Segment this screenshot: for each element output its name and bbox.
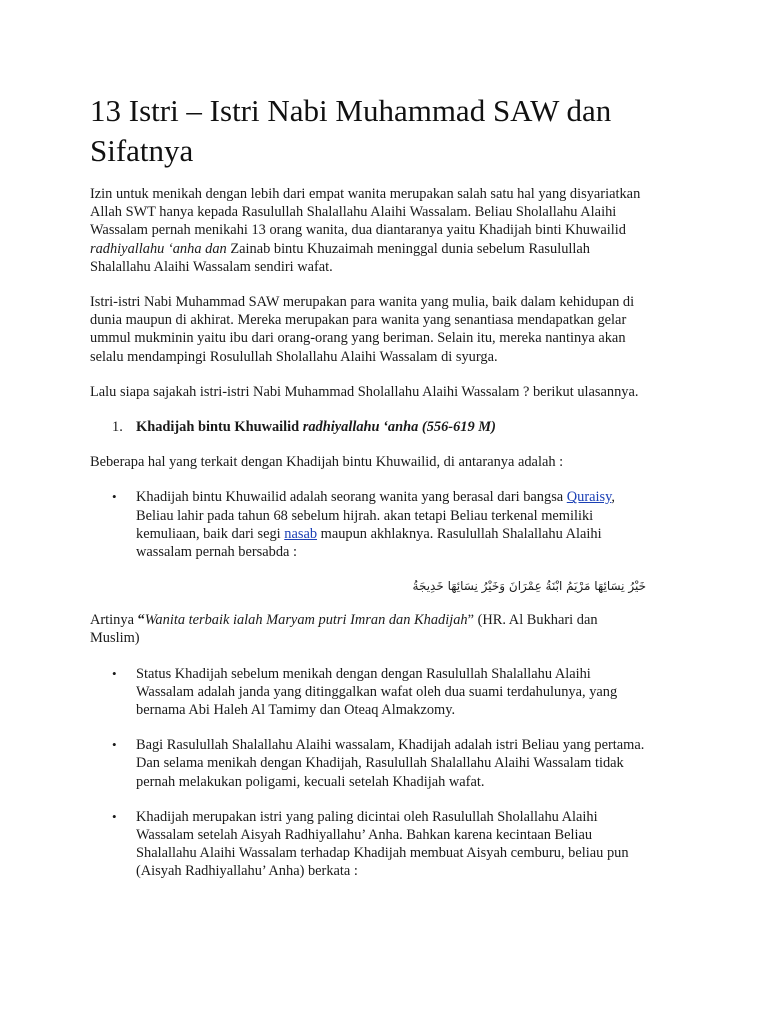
quraisy-link[interactable]: Quraisy — [566, 489, 612, 506]
bullet-item — [90, 808, 650, 881]
list-item-heading-italic: radhiyallahu ‘anha (556-619 M) — [302, 419, 496, 436]
intro-text-2: Zainab bintu Khuzaimah meninggal dunia sebelum Rasulullah Shalallahu Alaihi Wassalam sendiri wafat. — [90, 240, 590, 275]
paragraph-lalu-siapa: Lalu siapa sajakah istri-istri Nabi Muhammad Sholallahu Alaihi Wassalam ? berikut ulasannya. — [90, 383, 639, 400]
translation-prefix: Artinya — [90, 612, 138, 629]
numbered-list-item — [90, 418, 650, 436]
page-title: 13 Istri – Istri Nabi Muhammad SAW dan Sifatnya — [90, 93, 612, 168]
bullet-item — [90, 488, 650, 561]
bullet-icon: • — [112, 665, 117, 681]
bullet-text: Khadijah bintu Khuwailid adalah seorang wanita yang berasal dari bangsa — [136, 489, 567, 506]
paragraph-istri-mulia: Istri-istri Nabi Muhammad SAW merupakan para wanita yang mulia, baik dalam kehidupan di dunia maupun di akhirat. Mereka merupakan para wanita yang senantiasa mendapatkan gelar ummul mukminin yaitu ibu dari orang-orang yang beriman. Selain itu, mereka nantinya akan selalu mendampingi Rosulullah Sholallahu Alaihi Wassalam di syurga. — [90, 294, 635, 365]
bullet-list-2 — [90, 665, 650, 881]
close-quote: ” — [467, 612, 475, 629]
numbered-list — [90, 418, 650, 436]
bullet-icon: • — [112, 737, 117, 753]
arabic-hadith: خَيْرُ نِسَائِهَا مَرْيَمُ ابْنَةُ عِمْرَانَ وَخَيْرُ نِسَائِهَا خَدِيجَةُ — [412, 579, 646, 594]
intro-italic-text: radhiyallahu ‘anha dan — [90, 240, 227, 257]
list-item-heading-text: Khadijah bintu Khuwailid — [136, 419, 303, 436]
paragraph-beberapa-hal: Beberapa hal yang terkait dengan Khadijah bintu Khuwailid, di antaranya adalah : — [90, 454, 564, 471]
translation-source: (HR. Al Bukhari dan Muslim) — [90, 612, 598, 647]
intro-paragraph — [90, 185, 650, 276]
list-item-heading — [136, 419, 496, 435]
bullet-list-1 — [90, 488, 650, 561]
nasab-link[interactable]: nasab — [284, 525, 318, 542]
bullet-icon: • — [112, 489, 117, 505]
translation-quote: Wanita terbaik ialah Maryam putri Imran dan Khadijah — [144, 612, 468, 629]
open-quote: “ — [137, 612, 145, 629]
bullet-text: maupun akhlaknya. Rasulullah Shalallahu Alaihi wassalam pernah bersabda : — [136, 525, 602, 561]
bullet-text: Status Khadijah sebelum menikah dengan dengan Rasulullah Shalallahu Alaihi Wassalam adalah janda yang ditinggalkan wafat oleh dua suami terdahulunya, yang bernama Abi Haleh Al Tamimy dan Oteaq Almakzomy. — [136, 665, 618, 719]
translation-paragraph — [90, 611, 650, 647]
bullet-text: Bagi Rasulullah Shalallahu Alaihi wassalam, Khadijah adalah istri Beliau yang pertama. Dan selama menikah dengan Khadijah, Rasulullah Shalallahu Alaihi Wassalam tidak pernah melakukan poligami, kecuali setelah Khadijah wafat. — [136, 737, 645, 790]
bullet-text: , Beliau lahir pada tahun 68 sebelum hijrah. akan tetapi Beliau terkenal memiliki kemuliaan, baik dari segi — [136, 489, 616, 542]
bullet-item — [90, 665, 650, 720]
bullet-item — [90, 736, 650, 791]
intro-text-1: Izin untuk menikah dengan lebih dari empat wanita merupakan salah satu hal yang disyariatkan Allah SWT hanya kepada Rasulullah Shalallahu Alaihi Wassalam. Beliau Sholallahu Alaihi Wassalam pernah menikahi 13 orang wanita, dua diantaranya yaitu Khadijah binti Khuwailid — [90, 186, 641, 239]
bullet-icon: • — [112, 808, 117, 824]
document-page — [90, 0, 650, 881]
list-number: 1. — [112, 419, 123, 436]
bullet-text: Khadijah merupakan istri yang paling dicintai oleh Rasulullah Sholallahu Alaihi Wassalam setelah Aisyah Radhiyallahu’ Anha. Bahkan karena kecintaan Beliau Shalallahu Alaihi Wassalam terhadap Khadijah membuat Aisyah cemburu, beliau pun (Aisyah Radhiyallahu’ Anha) berkata : — [136, 808, 629, 880]
